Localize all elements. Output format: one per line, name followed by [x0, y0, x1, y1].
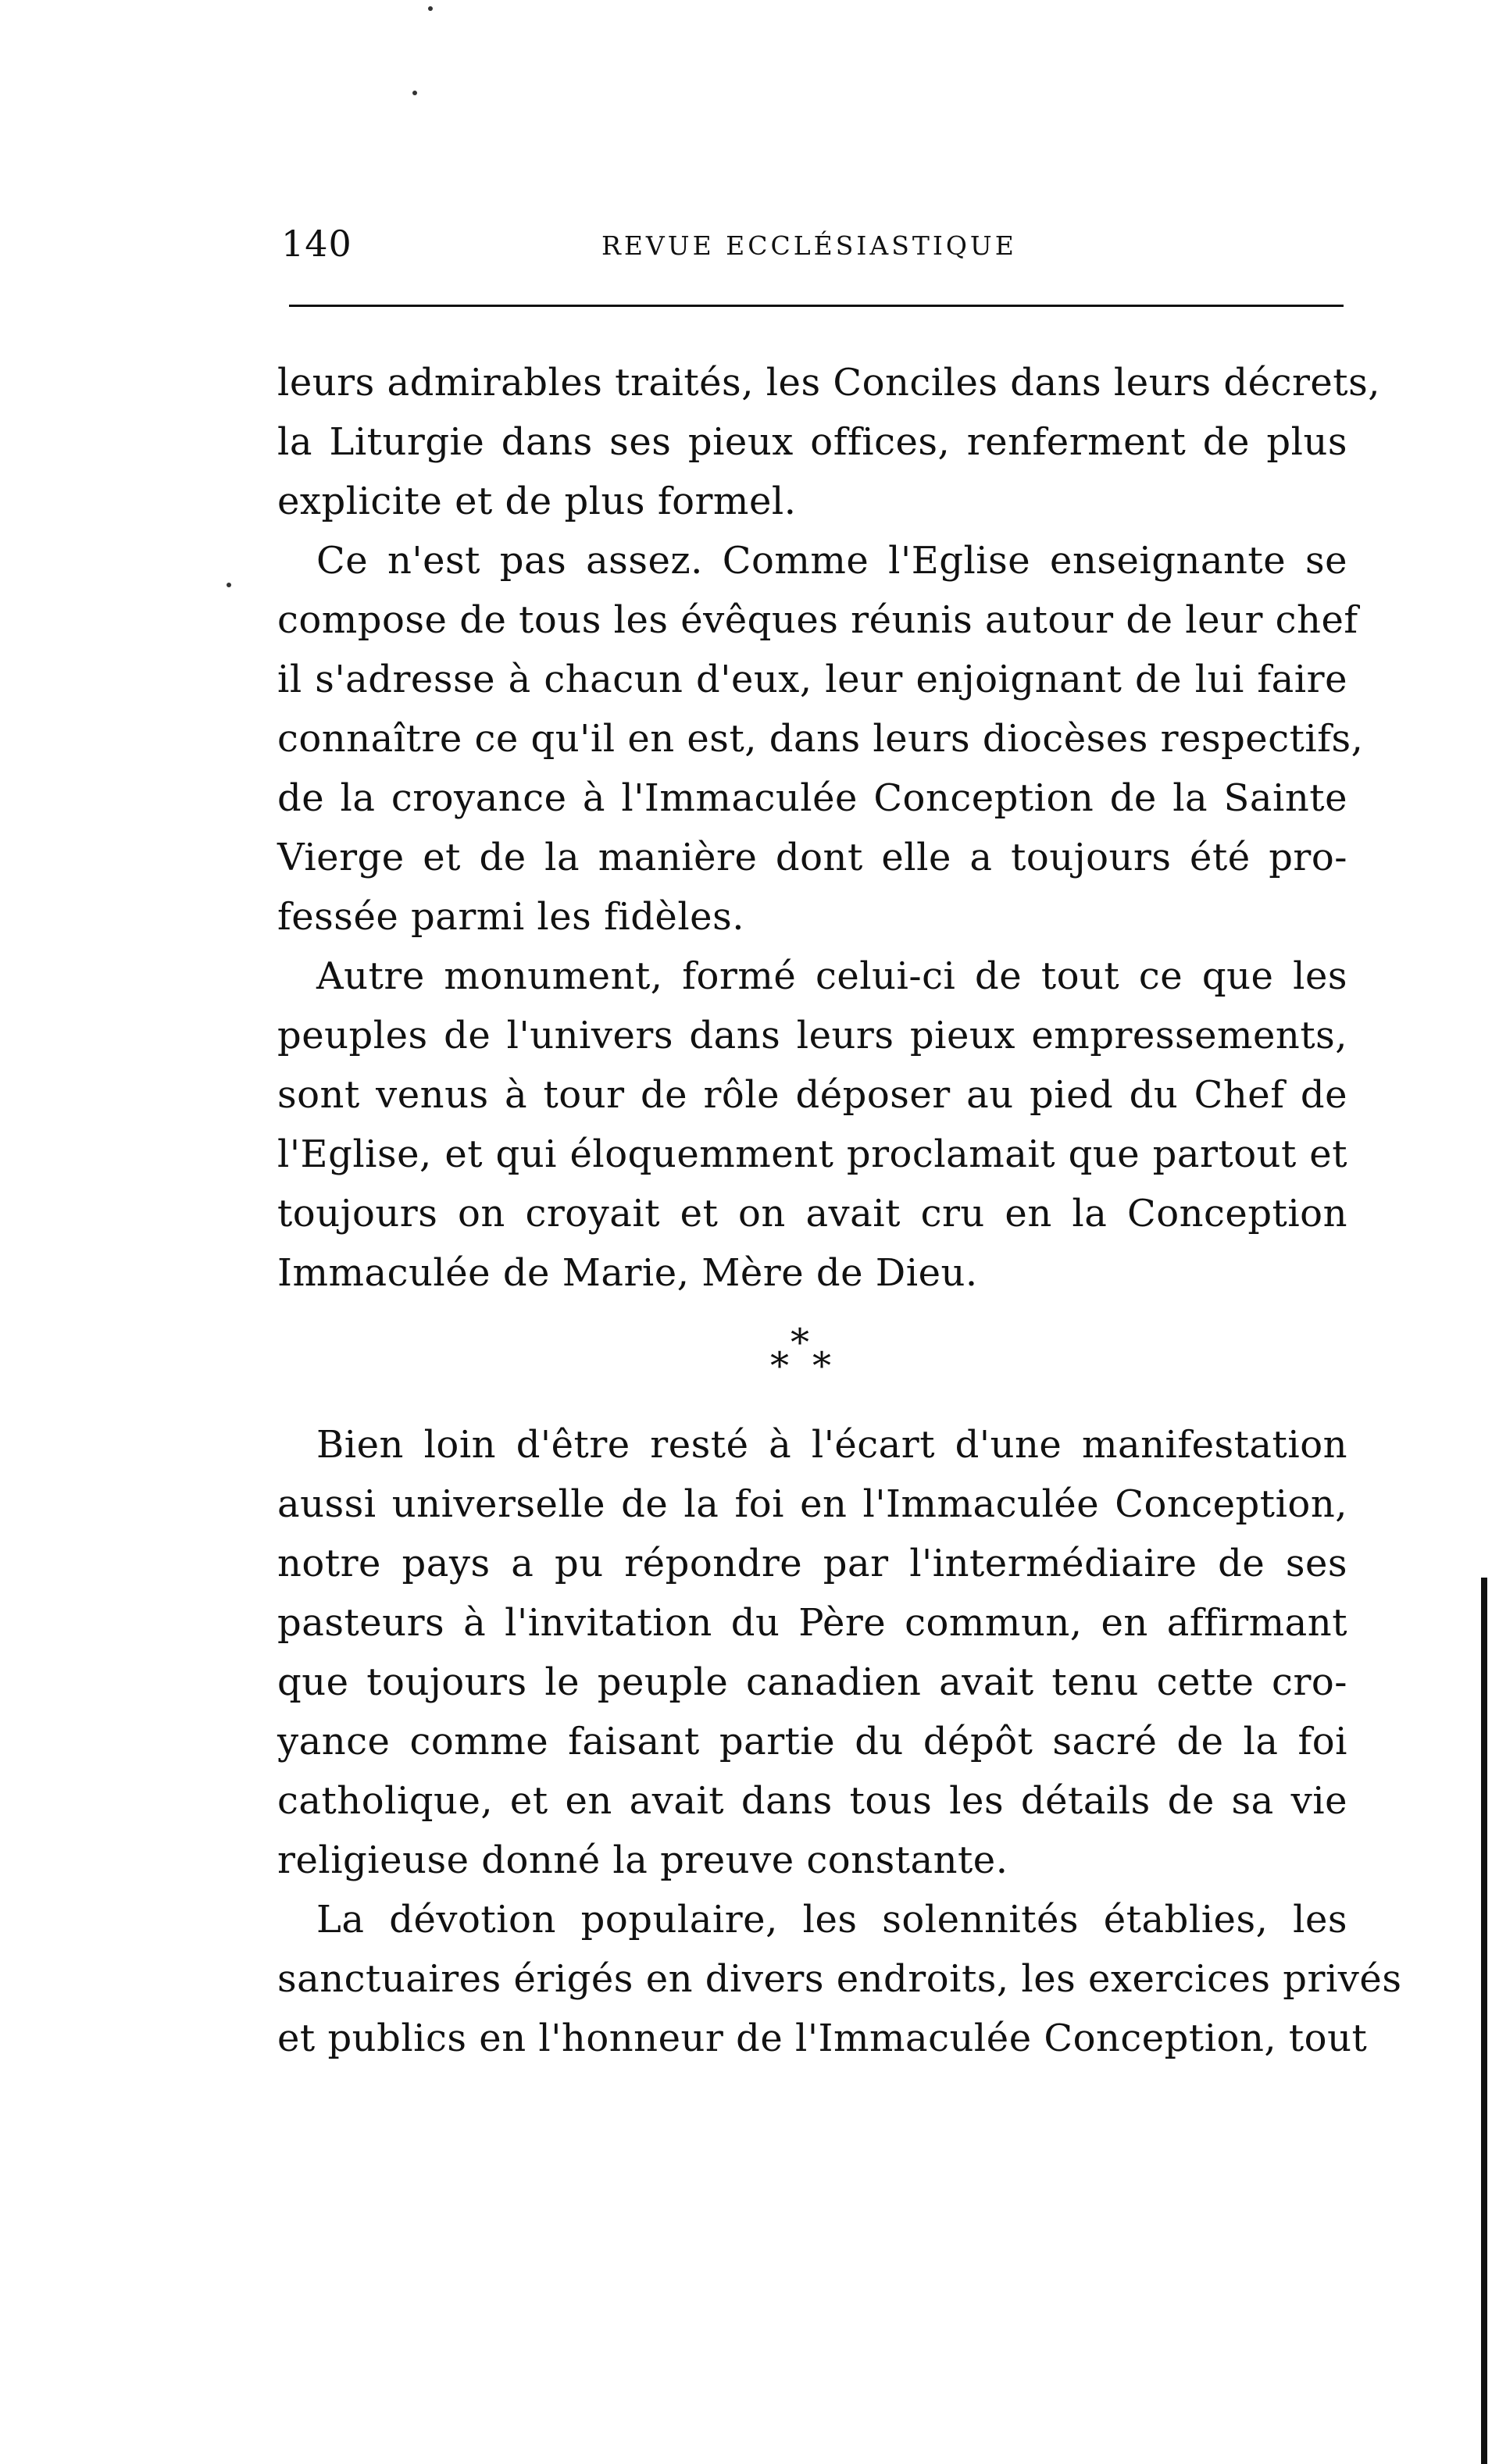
text-line: Autre monument, formé celui-ci de tout ce que les	[316, 954, 1347, 998]
text-line: et publics en l'honneur de l'Immaculée Conception, tout	[277, 2016, 1368, 2060]
text-line: explicite et de plus formel.	[277, 480, 797, 523]
section-divider-asterism	[750, 1321, 859, 1394]
text-line: connaître ce qu'il en est, dans leurs diocèses respectifs,	[277, 717, 1364, 761]
scan-speck	[428, 6, 433, 11]
header-rule	[289, 305, 1344, 307]
asterism-star: *	[812, 1344, 831, 1388]
text-line: Vierge et de la manière dont elle a toujours été pro-	[277, 836, 1347, 879]
text-line: peuples de l'univers dans leurs pieux empressements,	[277, 1014, 1347, 1057]
text-line: l'Eglise, et qui éloquemment proclamait que partout et	[277, 1132, 1347, 1176]
text-section-b	[277, 1415, 1402, 2068]
text-line: sont venus à tour de rôle déposer au pied du Chef de	[277, 1073, 1347, 1117]
text-line: Bien loin d'être resté à l'écart d'une manifestation	[316, 1423, 1347, 1467]
page-number: 140	[281, 223, 352, 265]
scan-edge-bar	[1481, 1578, 1487, 2464]
text-line: Ce n'est pas assez. Comme l'Eglise enseignante se	[316, 539, 1347, 583]
text-line: toujours on croyait et on avait cru en la Conception	[277, 1192, 1347, 1236]
text-line: notre pays a pu répondre par l'intermédiaire de ses	[277, 1542, 1347, 1585]
text-line: de la croyance à l'Immaculée Conception de la Sainte	[277, 776, 1347, 820]
scan-speck	[227, 583, 231, 587]
text-line: sanctuaires érigés en divers endroits, les exercices privés	[277, 1957, 1402, 2001]
text-line: catholique, et en avait dans tous les détails de sa vie	[277, 1779, 1347, 1823]
text-line: Immaculée de Marie, Mère de Dieu.	[277, 1251, 978, 1295]
text-line: yance comme faisant partie du dépôt sacré de la foi	[277, 1720, 1347, 1763]
asterism-star: *	[791, 1321, 809, 1364]
text-line: fessée parmi les fidèles.	[277, 895, 744, 939]
running-title: REVUE ECCLÉSIASTIQUE	[601, 230, 1017, 261]
scan-speck	[412, 91, 417, 95]
text-line: La dévotion populaire, les solennités établies, les	[316, 1898, 1347, 1942]
text-line: compose de tous les évêques réunis autour de leur chef	[277, 598, 1358, 642]
text-line: il s'adresse à chacun d'eux, leur enjoignant de lui faire	[277, 658, 1347, 701]
text-line: religieuse donné la preuve constante.	[277, 1838, 1008, 1882]
text-line: aussi universelle de la foi en l'Immaculée Conception,	[277, 1482, 1347, 1526]
text-line: que toujours le peuple canadien avait tenu cette cro-	[277, 1660, 1347, 1704]
text-line: la Liturgie dans ses pieux offices, renferment de plus	[277, 420, 1347, 464]
text-line: pasteurs à l'invitation du Père commun, en affirmant	[277, 1601, 1347, 1645]
asterism-star: *	[770, 1344, 789, 1388]
text-section-a	[277, 353, 1380, 1303]
text-line: leurs admirables traités, les Conciles dans leurs décrets,	[277, 361, 1380, 405]
